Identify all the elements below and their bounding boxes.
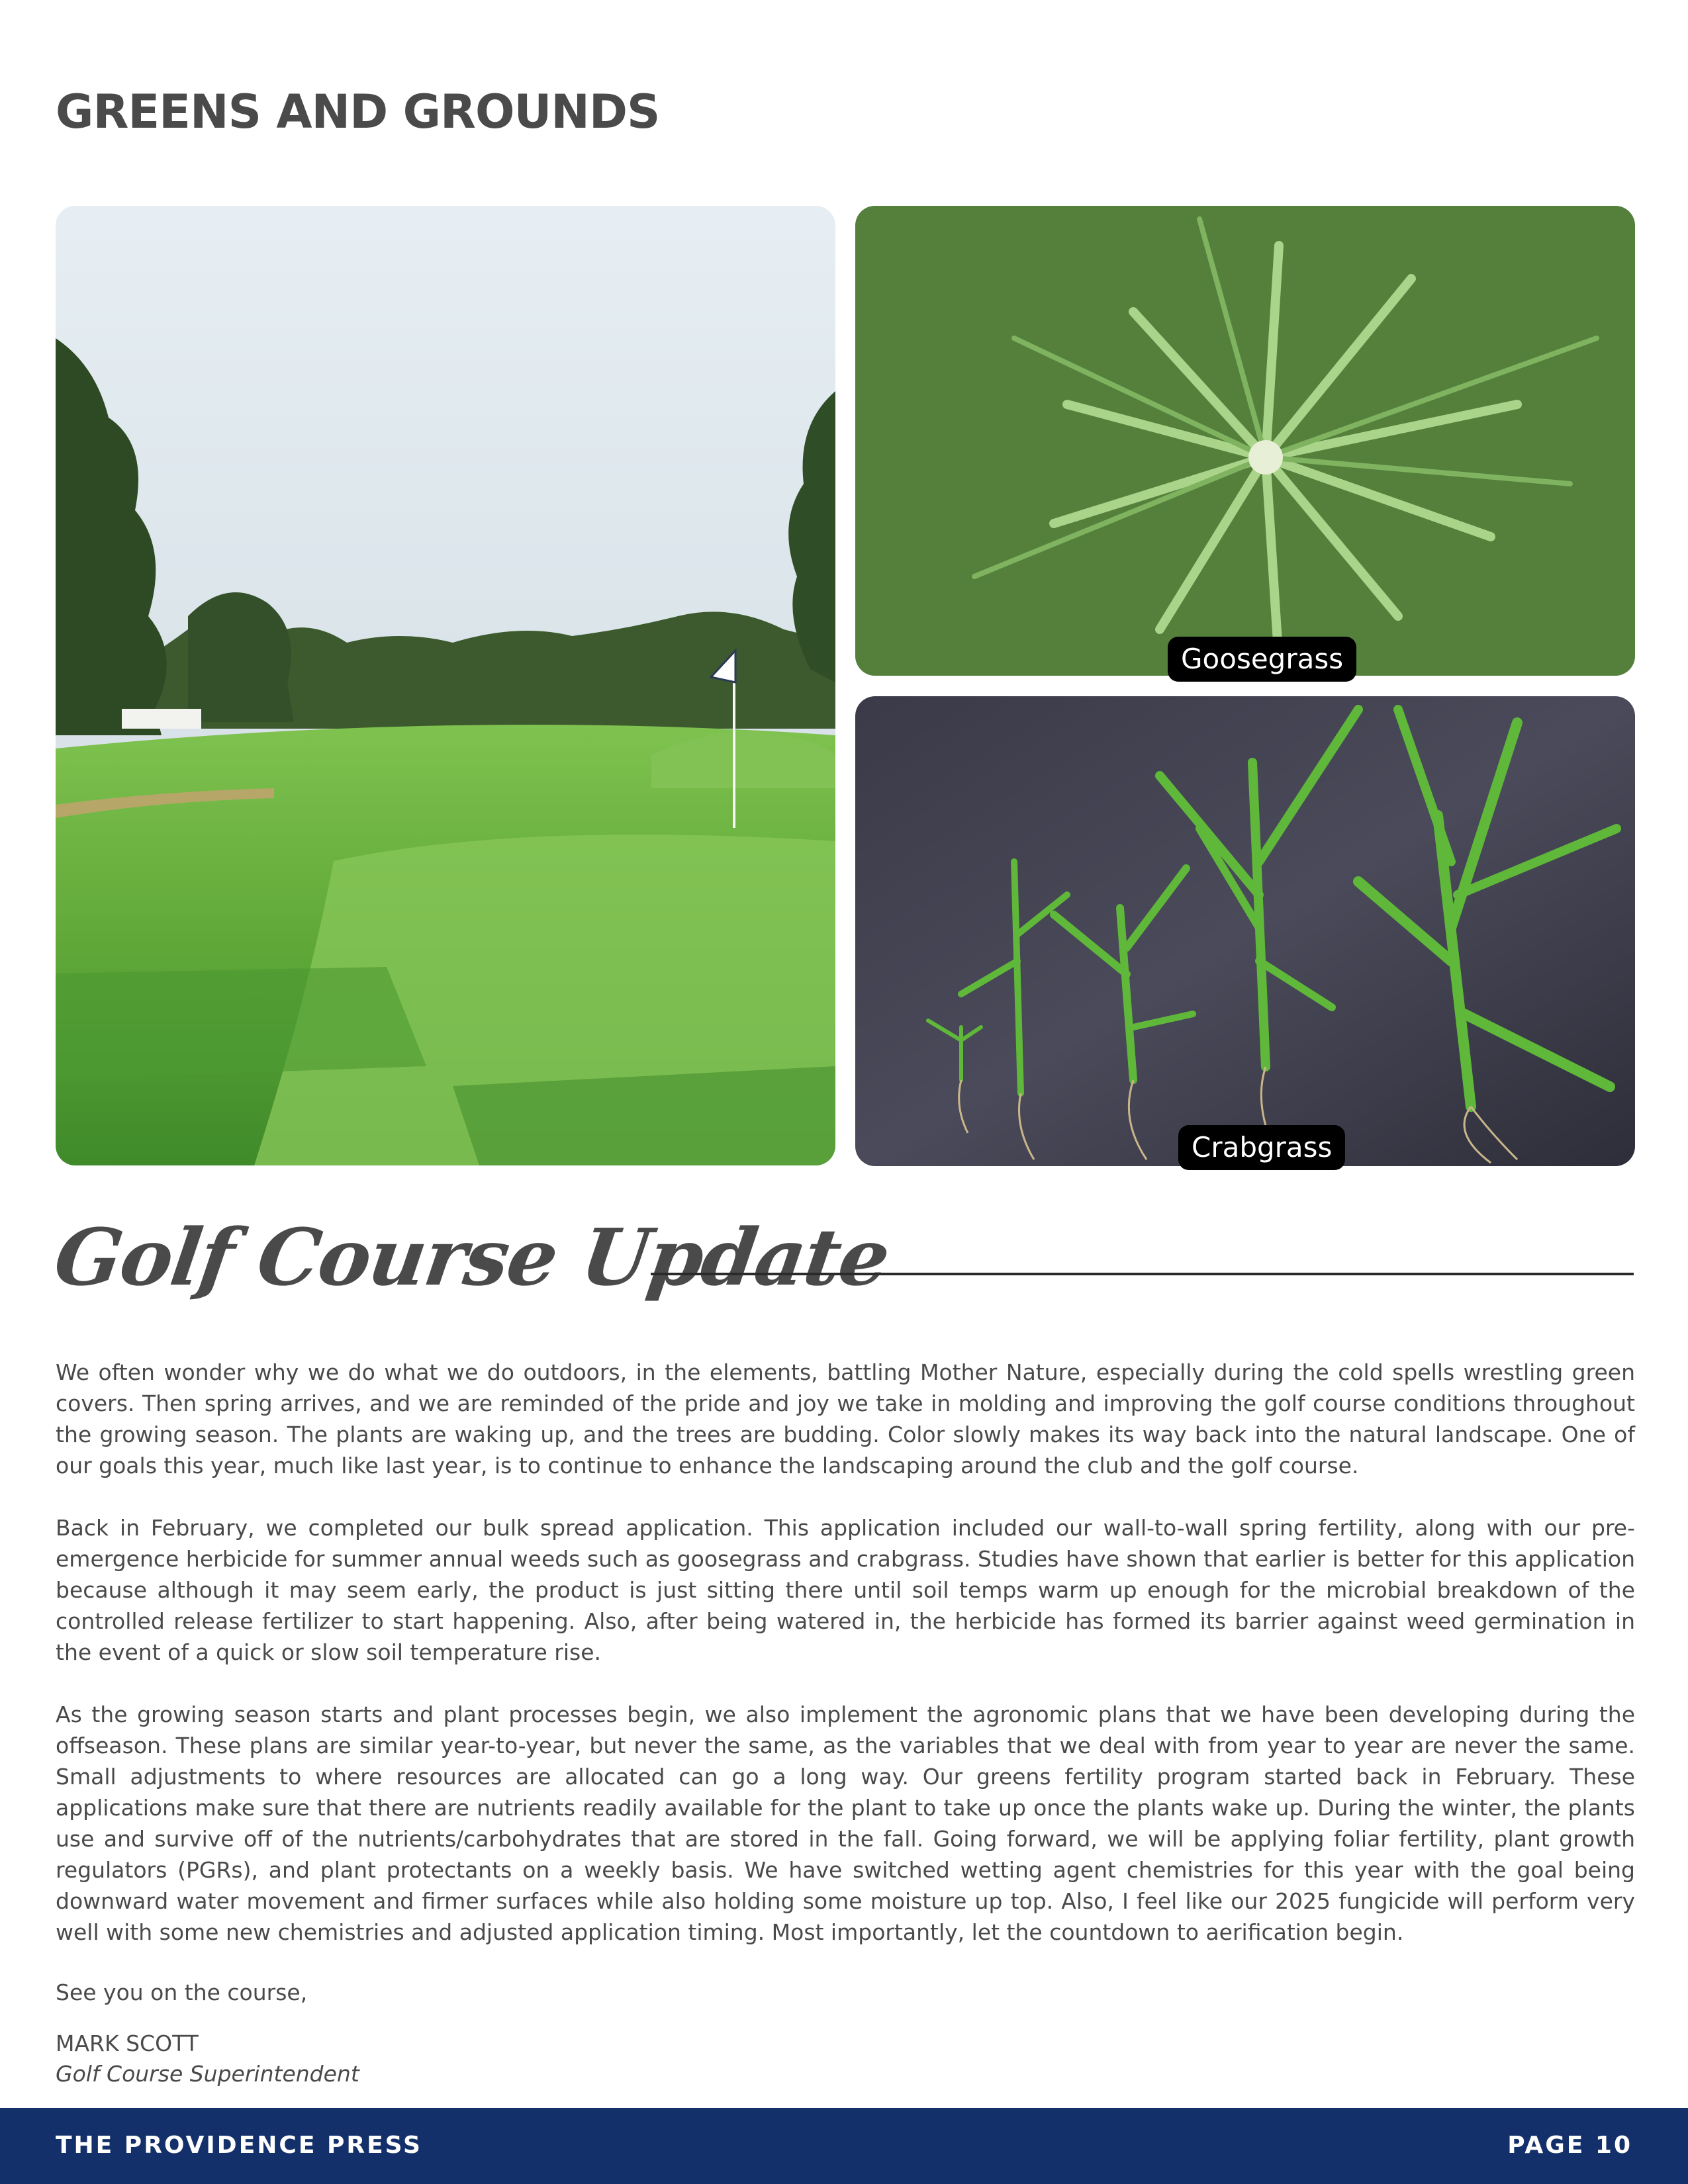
golf-course-photo [56, 206, 835, 1165]
goosegrass-caption: Goosegrass [1168, 637, 1356, 682]
section-title: GREENS AND GROUNDS [56, 85, 660, 139]
footer-bar [0, 2108, 1688, 2184]
crabgrass-photo [855, 696, 1635, 1166]
article-body [56, 1357, 1635, 1979]
article-paragraph: As the growing season starts and plant processes begin, we also implement the agronomic plans that we have been developing during the offseason. These plans are similar year-to-year, but never the same, as the variables that we deal with from year to year are never the same. Small adjustments to where resources are allocated can go a long way. Our greens fertility program started back in February. These applications make sure that there are nutrients readily available for the plant to take up once the plants wake up. During the winter, the plants use and survive off of the nutrients/carbohydrates that are stored in the fall. Going forward, we will be applying foliar fertility, plant growth regulators (PGRs), and plant protectants on a weekly basis. We have switched wetting agent chemistries for this year with the goal being downward water movement and firmer surfaces while also holding some moisture up top. Also, I feel like our 2025 fungicide will perform very well with some new chemistries and adjusted application timing. Most importantly, let the countdown to aerification begin. [56, 1702, 1635, 1945]
signoff: See you on the course, [56, 1979, 308, 2005]
publication-name: THE PROVIDENCE PRESS [56, 2132, 422, 2159]
author-title: Golf Course Superintendent [56, 2061, 359, 2087]
crabgrass-caption: Crabgrass [1178, 1125, 1345, 1170]
heading-divider [651, 1273, 1634, 1275]
article-paragraph: Back in February, we completed our bulk spread application. This application included our wall-to-wall spring fertility, along with our pre-emergence herbicide for summer annual weeds such as goosegrass and crabgrass. Studies have shown that earlier is better for this application because although it may seem early, the product is just sitting there until soil temps warm up enough for the microbial breakdown of the controlled release fertilizer to start happening. Also, after being watered in, the herbicide has formed its barrier against weed germination in the event of a quick or slow soil temperature rise. [56, 1515, 1635, 1665]
goosegrass-photo [855, 206, 1635, 676]
author-name: MARK SCOTT [56, 2030, 199, 2056]
page-number: PAGE 10 [1507, 2132, 1632, 2159]
update-heading: Golf Course Update [49, 1211, 895, 1303]
article-paragraph: We often wonder why we do what we do outdoors, in the elements, battling Mother Nature, especially during the cold spells wrestling green covers. Then spring arrives, and we are reminded of the pride and joy we take in molding and improving the golf course conditions throughout the growing season. The plants are waking up, and the trees are budding. Color slowly makes its way back into the natural landscape. One of our goals this year, much like last year, is to continue to enhance the landscaping around the club and the golf course. [56, 1359, 1635, 1479]
